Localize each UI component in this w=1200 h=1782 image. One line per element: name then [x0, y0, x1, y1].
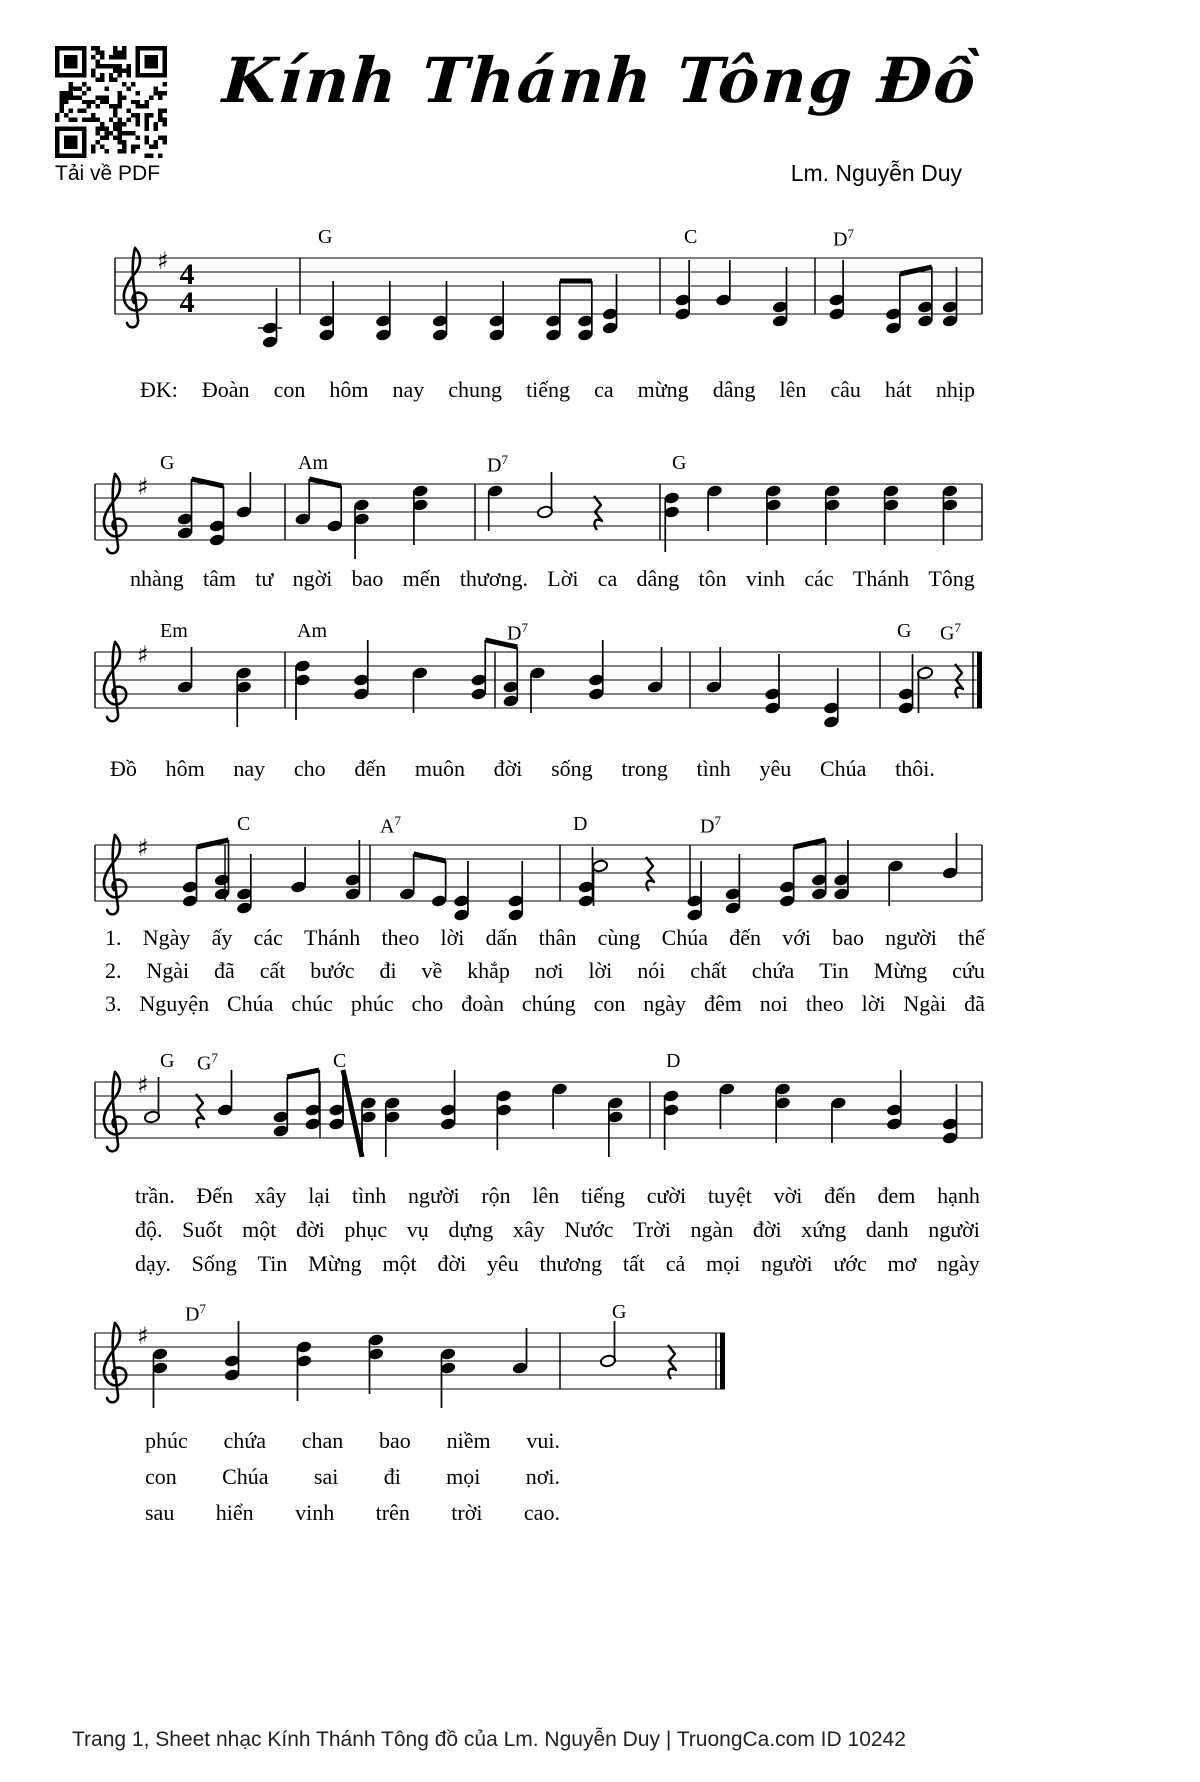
lyric-word: hạnh [937, 1183, 980, 1208]
lyric-word: đi [383, 1464, 401, 1489]
lyric-word: trần. [135, 1183, 175, 1208]
lyric-word: cứu [952, 958, 985, 983]
chord-label: C [237, 813, 251, 835]
lyric-word: Thánh [852, 566, 910, 591]
lyric-word: Sống [191, 1251, 237, 1276]
lyric-word: phúc [350, 991, 394, 1016]
lyric-word: độ. [135, 1217, 163, 1242]
lyric-word: Tin [257, 1251, 288, 1276]
lyric-word: thương [539, 1251, 603, 1276]
lyric-word: đến [729, 925, 762, 950]
lyric-word: chan [301, 1428, 344, 1453]
staff-system [115, 247, 982, 349]
chord-label: Am [297, 620, 327, 642]
lyric-word: chứa [751, 958, 795, 983]
lyric-line [145, 1428, 560, 1454]
lyric-word: Tin [819, 958, 849, 983]
lyric-line [135, 1217, 980, 1243]
download-pdf-link[interactable]: Tải về PDF [55, 162, 161, 185]
chord-label: $D^7$ [487, 452, 508, 477]
lyric-word: yêu [759, 756, 792, 781]
lyric-word: các [253, 925, 283, 950]
lyric-word: Ngài [903, 991, 947, 1016]
svg-text:♯: ♯ [137, 473, 149, 501]
lyric-word: xây [254, 1183, 287, 1208]
lyric-word: ca [597, 566, 618, 591]
lyric-word: ngày [937, 1251, 980, 1276]
lyric-word: tuyệt [707, 1183, 752, 1208]
lyric-line [105, 925, 985, 951]
lyric-word: đem [877, 1183, 916, 1208]
lyric-word: bao [351, 566, 384, 591]
lyric-word: lời [440, 925, 465, 950]
lyric-word: dựng [448, 1217, 494, 1242]
chord-label: D [573, 813, 588, 835]
lyric-word: đến [354, 756, 387, 781]
lyric-line [105, 991, 985, 1017]
lyric-line [145, 1464, 560, 1490]
lyric-word: mọi [446, 1464, 481, 1489]
lyric-word: nhịp [935, 377, 975, 402]
lyric-word: chất [690, 958, 727, 983]
lyric-word: Chúa [227, 991, 274, 1016]
lyric-word: rộn [481, 1183, 511, 1208]
chord-label: C [333, 1050, 347, 1072]
lyric-word: Thánh [304, 925, 361, 950]
lyric-word: Suốt [182, 1217, 223, 1242]
lyric-word: cùng [597, 925, 641, 950]
lyric-word: hát [884, 377, 912, 402]
chord-label: G [897, 620, 912, 642]
lyric-word: thương. [459, 566, 528, 591]
lyric-word: đời [493, 756, 523, 781]
lyric-word: ấy [211, 925, 233, 950]
lyric-word: lên [532, 1183, 560, 1208]
lyric-word: chứa [223, 1428, 266, 1453]
lyric-word: câu [830, 377, 861, 402]
lyric-word: ngời [292, 566, 333, 591]
lyric-word: nơi [534, 958, 564, 983]
lyric-word: về [421, 958, 443, 983]
chord-label: G [318, 226, 333, 248]
lyric-word: tư [255, 566, 274, 591]
lyric-word: dâng [712, 377, 756, 402]
song-title: Kính Thánh Tông Đồ [220, 44, 980, 117]
lyric-word: con [273, 377, 306, 402]
lyric-word: trời [451, 1500, 483, 1525]
chord-label: $D^7$ [833, 226, 854, 251]
lyric-word: 2. [105, 958, 122, 983]
chord-label: G [672, 452, 687, 474]
lyric-word: bao [379, 1428, 411, 1453]
lyric-word: chúc [291, 991, 333, 1016]
lyric-word: theo [381, 925, 420, 950]
lyric-word: hôm [165, 756, 205, 781]
lyric-word: con [593, 991, 626, 1016]
lyric-word: nay [392, 377, 425, 402]
lyric-word: hôm [329, 377, 369, 402]
lyric-word: Ngày [142, 925, 191, 950]
lyric-word: cả [665, 1251, 686, 1276]
lyric-word: Mừng [308, 1251, 362, 1276]
lyric-word: ngày [643, 991, 687, 1016]
lyric-word: lời [861, 991, 886, 1016]
lyric-word: theo [805, 991, 844, 1016]
lyric-word: tình [352, 1183, 387, 1208]
lyric-word: dấn [485, 925, 518, 950]
staff-system [95, 833, 982, 922]
svg-text:4: 4 [179, 286, 195, 319]
chord-label: G [160, 1050, 175, 1072]
svg-text:♯: ♯ [137, 834, 149, 862]
lyric-word: nay [233, 756, 266, 781]
lyric-word: Ngài [146, 958, 190, 983]
chord-label: $G^7$ [940, 620, 961, 645]
lyric-word: noi [759, 991, 788, 1016]
svg-text:♯: ♯ [157, 247, 169, 275]
chord-label: $G^7$ [197, 1050, 218, 1075]
lyric-line [140, 377, 975, 403]
lyric-word: sai [313, 1464, 339, 1489]
svg-text:♯: ♯ [137, 641, 149, 669]
staff-system [95, 640, 982, 729]
lyric-word: nơi. [525, 1464, 560, 1489]
lyric-word: ước [833, 1251, 867, 1276]
chord-label: $D^7$ [185, 1301, 206, 1326]
lyric-word: Lời [547, 566, 579, 591]
staff-system [95, 1070, 982, 1157]
lyric-word: niềm [446, 1428, 491, 1453]
lyric-line [110, 756, 935, 782]
lyric-word: ca [594, 377, 614, 402]
lyric-word: với [782, 925, 811, 950]
lyric-word: muôn [414, 756, 465, 781]
chord-label: D [666, 1050, 681, 1072]
lyric-word: đêm [703, 991, 742, 1016]
lyric-word: bao [832, 925, 864, 950]
lyric-word: khắp [467, 958, 510, 983]
page-footer: Trang 1, Sheet nhạc Kính Thánh Tông đồ của Lm. Nguyễn Duy | TruongCa.com ID 10242 [72, 1728, 906, 1751]
lyric-line [135, 1183, 980, 1209]
lyric-word: trên [375, 1500, 410, 1525]
lyric-word: ĐK: [140, 377, 178, 402]
lyric-word: chung [448, 377, 503, 402]
lyric-word: xứng [801, 1217, 847, 1242]
lyric-word: tiếng [581, 1183, 625, 1208]
lyric-word: đi [379, 958, 397, 983]
lyric-word: mọi [705, 1251, 741, 1276]
lyric-word: cao. [523, 1500, 560, 1525]
lyric-word: mến [402, 566, 441, 591]
lyric-word: đời [295, 1217, 325, 1242]
lyric-word: vinh [295, 1500, 335, 1525]
lyric-word: cất [259, 958, 286, 983]
chord-label: G [160, 452, 175, 474]
lyric-word: 3. [105, 991, 122, 1016]
lyric-word: vinh [745, 566, 786, 591]
lyric-word: tình [696, 756, 731, 781]
lyric-word: cho [293, 756, 326, 781]
chord-label: Am [298, 452, 328, 474]
lyric-word: cho [411, 991, 444, 1016]
chord-label: $A^7$ [380, 813, 401, 838]
lyric-word: Nguyện [139, 991, 210, 1016]
lyric-word: cười [646, 1183, 687, 1208]
lyric-word: Đến [196, 1183, 234, 1208]
lyric-word: đã [214, 958, 235, 983]
lyric-word: lời [588, 958, 613, 983]
lyric-word: Đoàn [201, 377, 250, 402]
lyric-word: vui. [526, 1428, 560, 1453]
svg-text:♯: ♯ [137, 1071, 149, 1099]
chord-label: Em [160, 620, 188, 642]
lyric-word: lại [308, 1183, 331, 1208]
lyric-word: đã [964, 991, 985, 1016]
lyric-word: đoàn [461, 991, 504, 1016]
lyric-word: vời [773, 1183, 803, 1208]
lyric-word: một [242, 1217, 277, 1242]
lyric-word: thế [958, 925, 985, 950]
lyric-word: sau [145, 1500, 175, 1525]
lyric-word: bước [310, 958, 355, 983]
lyric-word: lên [779, 377, 807, 402]
lyric-line [145, 1500, 560, 1526]
lyric-word: người [928, 1217, 980, 1242]
lyric-word: đời [437, 1251, 467, 1276]
lyric-word: hiển [215, 1500, 254, 1525]
lyric-word: Chúa [661, 925, 709, 950]
lyric-word: Tông [928, 566, 975, 591]
lyric-word: chúng [521, 991, 576, 1016]
lyric-word: tất [622, 1251, 645, 1276]
chord-label: $D^7$ [507, 620, 528, 645]
lyric-word: yêu [486, 1251, 519, 1276]
lyric-line [130, 566, 975, 592]
lyric-word: đến [824, 1183, 856, 1208]
lyric-word: mừng [637, 377, 689, 402]
lyric-word: thân [538, 925, 577, 950]
chord-label: $D^7$ [700, 813, 721, 838]
lyric-word: Trời [633, 1217, 671, 1242]
lyric-word: người [885, 925, 937, 950]
lyric-word: tôn [698, 566, 727, 591]
lyric-word: trong [621, 756, 668, 781]
lyric-word: Chúa [222, 1464, 269, 1489]
lyric-word: Mừng [873, 958, 928, 983]
staff-system [95, 1321, 725, 1408]
chord-label: C [684, 226, 698, 248]
lyric-word: tiếng [526, 377, 571, 402]
composer-name: Lm. Nguyễn Duy [790, 160, 962, 186]
svg-text:♯: ♯ [137, 1322, 149, 1350]
svg-text:4: 4 [179, 258, 195, 291]
lyric-word: 1. [105, 925, 122, 950]
lyric-word: vụ [406, 1217, 429, 1242]
lyric-word: con [145, 1464, 177, 1489]
lyric-word: đời [752, 1217, 782, 1242]
lyric-word: Chúa [819, 756, 867, 781]
lyric-word: một [382, 1251, 417, 1276]
lyric-word: xây [512, 1217, 545, 1242]
lyric-word: thôi. [895, 756, 935, 781]
lyric-word: dạy. [135, 1251, 171, 1276]
lyric-word: người [760, 1251, 813, 1276]
lyric-word: phục [344, 1217, 388, 1242]
lyric-word: dâng [636, 566, 680, 591]
lyric-word: sống [551, 756, 593, 781]
lyric-line [105, 958, 985, 984]
lyric-word: nói [637, 958, 666, 983]
lyric-word: ngàn [690, 1217, 734, 1242]
lyric-word: phúc [145, 1428, 188, 1453]
lyric-line [135, 1251, 980, 1277]
lyric-word: danh [865, 1217, 909, 1242]
lyric-word: các [804, 566, 834, 591]
lyric-word: người [407, 1183, 460, 1208]
staff-system [95, 472, 982, 559]
lyric-word: Đồ [110, 756, 137, 781]
chord-label: G [612, 1301, 627, 1323]
lyric-word: mơ [887, 1251, 917, 1276]
lyric-word: Nước [564, 1217, 614, 1242]
lyric-word: tâm [203, 566, 237, 591]
lyric-word: nhàng [130, 566, 184, 591]
